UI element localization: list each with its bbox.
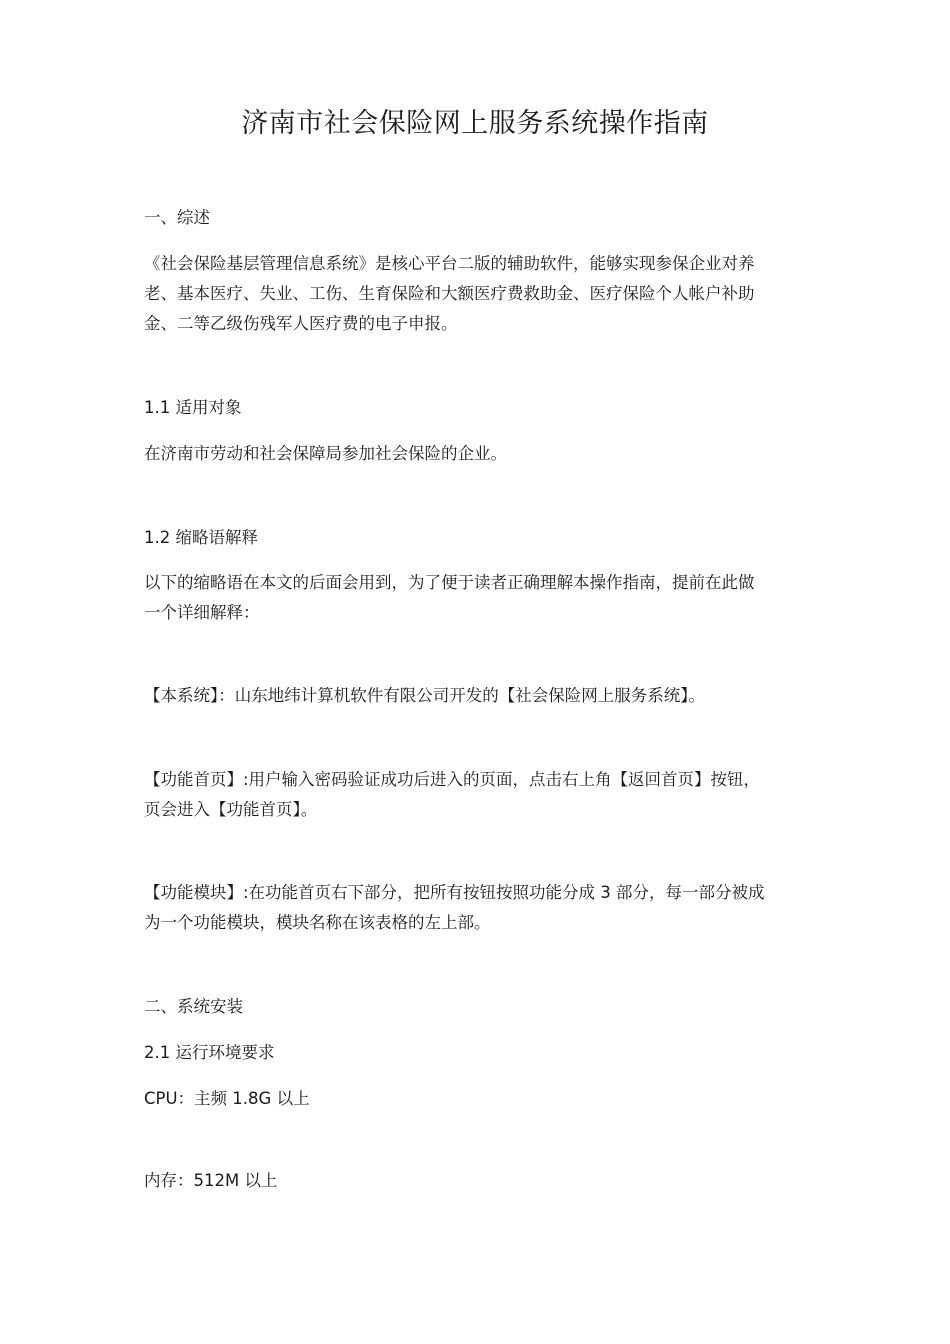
definition-function-home-line-1: 【功能首页】:用户输入密码验证成功后进入的页面，点击右上角【返回首页】按钮，	[144, 770, 761, 789]
paragraph-abbreviations-line-1: 以下的缩略语在本文的后面会用到，为了便于读者正确理解本操作指南，提前在此做	[144, 573, 755, 592]
paragraph-overview-line-1: 《社会保险基层管理信息系统》是核心平台二版的辅助软件，能够实现参保企业对养	[144, 254, 755, 273]
definition-this-system: 【本系统】：山东地纬计算机软件有限公司开发的【社会保险网上服务系统】。	[144, 686, 705, 705]
heading-applicable-objects: 1.1 适用对象	[144, 398, 242, 417]
document-title: 济南市社会保险网上服务系统操作指南	[241, 108, 709, 139]
paragraph-overview-line-2: 老、基本医疗、失业、工伤、生育保险和大额医疗费救助金、医疗保险个人帐户补助	[144, 284, 755, 303]
requirement-cpu: CPU：主频 1.8G 以上	[144, 1089, 310, 1108]
heading-overview: 一、综述	[144, 208, 210, 227]
definition-function-home-line-2: 页会进入【功能首页】。	[144, 800, 318, 819]
heading-system-installation: 二、系统安装	[144, 997, 243, 1016]
requirement-memory: 内存：512M 以上	[144, 1171, 278, 1190]
definition-function-module-line-1: 【功能模块】:在功能首页右下部分，把所有按钮按照功能分成 3 部分，每一部分被成	[144, 883, 765, 902]
heading-abbreviations: 1.2 缩略语解释	[144, 528, 258, 547]
definition-function-module-line-2: 为一个功能模块，模块名称在该表格的左上部。	[144, 913, 491, 932]
paragraph-overview-line-3: 金、二等乙级伤残军人医疗费的电子申报。	[144, 314, 458, 333]
paragraph-applicable-objects: 在济南市劳动和社会保障局参加社会保险的企业。	[144, 444, 507, 463]
paragraph-abbreviations-line-2: 一个详细解释：	[144, 603, 260, 622]
heading-runtime-requirements: 2.1 运行环境要求	[144, 1043, 275, 1062]
